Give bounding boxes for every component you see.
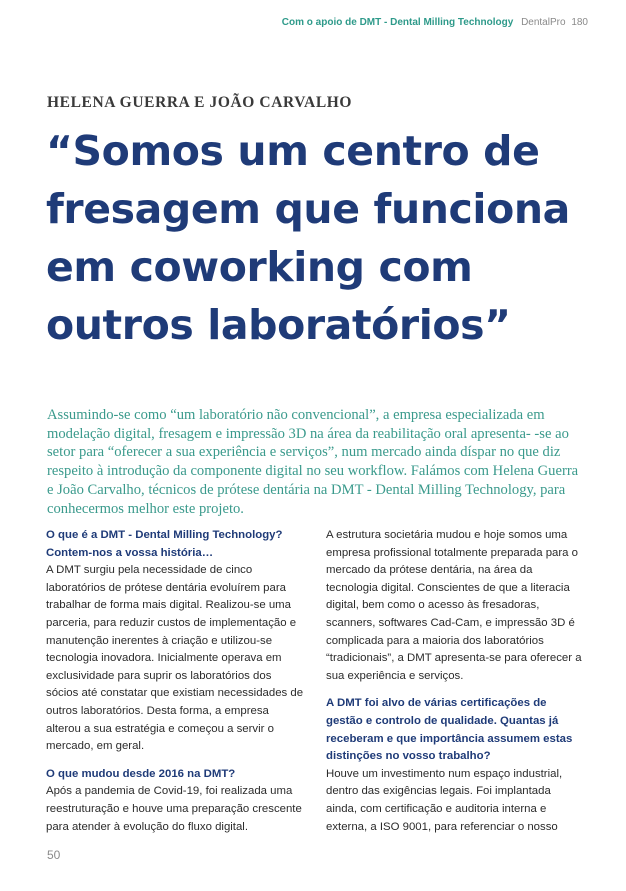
- article-lead: Assumindo-se como “um laboratório não convencional”, a empresa especializada em modelação digital, fresagem e impressão 3D na área da reabilitação oral apresenta- -se ao setor para “oferecer a sua experiência e serviços”, num mercado ainda díspar no que diz respeito à introdução da componente digital no seu workflow. Falámos com Helena Guerra e João Carvalho, técnicos de prótese dentária na DMT - Dental Milling Technology, para conhecermos melhor este projeto.: [47, 407, 579, 517]
- right-column: [326, 527, 584, 836]
- answer-2-continued: A estrutura societária mudou e hoje somos uma empresa profissional totalmente preparada para o mercado da prótese dentária, na área da tecnologia digital. Conscientes de que a literacia digital, bem como o acesso às fresadoras, scanners, softwares Cad-Cam, e impressão 3D é complicada para a maioria dos laboratórios “tradicionais”, a DMT apresenta-se para oferecer a sua experiência e serviços.: [326, 529, 582, 682]
- answer-1: A DMT surgiu pela necessidade de cinco laboratórios de prótese dentária evoluírem para trabalhar de forma mais digital. Realizou-se uma parceria, para reduzir custos de implementação e manutenção inerentes à criação e utilizou-se tecnologia inovadora. Inicialmente operava em exclusividade para suprir os laboratórios dos sócios até constatar que existiam necessidades de outros laboratórios. Desta forma, a empresa alterou a sua estratégia e começou a servir o mercado, em geral.: [46, 564, 304, 753]
- left-column: [46, 527, 304, 836]
- issue-number: 180: [571, 17, 588, 28]
- article-headline: “Somos um centro de fresagem que funciona em coworking com outros laboratórios”: [46, 127, 570, 349]
- running-header: [282, 17, 588, 28]
- page-number: 50: [47, 848, 61, 862]
- magazine-name: DentalPro: [521, 17, 566, 28]
- answer-3: Houve um investimento num espaço industrial, dentro das exigências legais. Foi implantada ainda, com certificação e auditoria interna e externa, a ISO 9001, para referenciar o nosso: [326, 767, 563, 833]
- sponsor-credit: Com o apoio de DMT - Dental Milling Technology: [281, 17, 514, 28]
- answer-2: Após a pandemia de Covid-19, foi realizada uma reestruturação e houve uma preparação crescente para atender à evolução do fluxo digital.: [46, 785, 302, 833]
- question-3: A DMT foi alvo de várias certificações de gestão e controlo de qualidade. Quantas já receberam e que importância assumem estas distinções no vosso trabalho?: [326, 697, 573, 763]
- question-2: O que mudou desde 2016 na DMT?: [46, 767, 236, 780]
- article-authors: HELENA GUERRA E JOÃO CARVALHO: [47, 94, 353, 111]
- question-1: O que é a DMT - Dental Milling Technology? Contem-nos a vossa história…: [46, 529, 283, 559]
